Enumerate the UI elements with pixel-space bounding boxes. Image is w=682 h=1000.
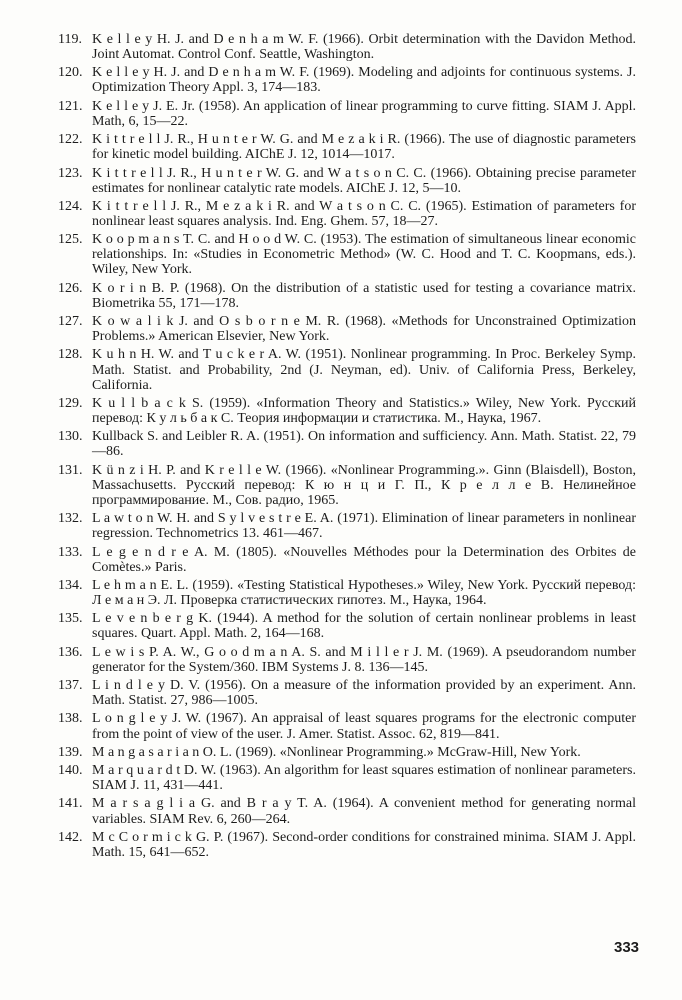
reference-number: 127.: [58, 314, 83, 330]
reference-entry: [58, 429, 636, 459]
reference-number: 129.: [58, 395, 83, 411]
reference-text: K i t t r e l l J. R., M e z a k i R. and W a t s o n C. C. (1965). Estimation of parameters for nonlinear least squares analysis. Ind. Eng. Ghem. 57, 18—27.: [92, 198, 636, 229]
reference-text: L e h m a n E. L. (1959). «Testing Statistical Hypotheses.» Wiley, New York. Русский перевод: Л е м а н Э. Л. Проверка статистических гипотез. М., Наука, 1964.: [92, 577, 636, 608]
reference-entry: [58, 578, 636, 608]
reference-entry: [58, 763, 636, 793]
reference-number: 124.: [58, 198, 83, 214]
reference-entry: [58, 396, 636, 426]
reference-text: Kullback S. and Leibler R. A. (1951). On information and sufficiency. Ann. Math. Statist. 22, 79—86.: [92, 429, 636, 460]
reference-entry: [58, 711, 636, 741]
reference-entry: [58, 281, 636, 311]
reference-number: 122.: [58, 132, 83, 148]
reference-text: L e w i s P. A. W., G o o d m a n A. S. and M i l l e r J. M. (1969). A pseudorandom number generator for the System/360. IBM Systems J. 8. 136—145.: [92, 644, 636, 675]
reference-text: K i t t r e l l J. R., H u n t e r W. G. and W a t s o n C. C. (1966). Obtaining precise parameter estimates for nonlinear catalytic rate models. AIChE J. 12, 5—10.: [92, 165, 636, 196]
reference-entry: [58, 745, 636, 760]
reference-text: K u h n H. W. and T u c k e r A. W. (1951). Nonlinear programming. In Proc. Berkeley Symp. Math. Statist. and Probability, 2nd (J. Neyman, ed). Univ. of California Press, Berkeley, California.: [92, 347, 636, 393]
reference-entry: [58, 314, 636, 344]
reference-entry: [58, 611, 636, 641]
reference-number: 119.: [58, 32, 82, 47]
reference-text: K u l l b a c k S. (1959). «Information Theory and Statistics.» Wiley, New York. Русский перевод: К у л ь б а к С. Теория информации и статистика. М., Наука, 1967.: [92, 395, 636, 427]
reference-text: M a r q u a r d t D. W. (1963). An algorithm for least squares estimation of nonlinear parameters. SIAM J. 11, 431—441.: [92, 763, 636, 794]
reference-text: K ü n z i H. P. and K r e l l e W. (1966). «Nonlinear Programming.». Ginn (Blaisdell), Boston, Massachusetts. Русский перевод: К ю н ц и Г. П., К р е л л е В. Нелинейное программирование. М., Сов. радио, 1965.: [92, 462, 636, 508]
reference-text: K i t t r e l l J. R., H u n t e r W. G. and M e z a k i R. (1966). The use of diagnostic parameters for kinetic model building. AIChE J. 12, 1014—1017.: [92, 132, 636, 163]
reference-text: M a n g a s a r i a n O. L. (1969). «Nonlinear Programming.» McGraw-Hill, New York.: [92, 744, 581, 760]
reference-text: L e v e n b e r g K. (1944). A method for the solution of certain nonlinear problems in least squares. Quart. Appl. Math. 2, 164—168.: [92, 611, 636, 642]
reference-entry: [58, 678, 636, 708]
reference-text: M c C o r m i c k G. P. (1967). Second-order conditions for constrained minima. SIAM J. Appl. Math. 15, 641—652.: [92, 829, 636, 860]
reference-number: 142.: [58, 829, 83, 845]
reference-number: 136.: [58, 644, 83, 660]
reference-number: 130.: [58, 429, 83, 445]
reference-number: 138.: [58, 711, 83, 727]
reference-text: L a w t o n W. H. and S y l v e s t r e E. A. (1971). Elimination of linear parameters in nonlinear regression. Technometrics 13. 461—467.: [92, 511, 636, 542]
reference-entry: [58, 796, 636, 826]
reference-number: 135.: [58, 611, 83, 627]
reference-number: 132.: [58, 511, 83, 527]
reference-entry: [58, 545, 636, 575]
reference-entry: [58, 232, 636, 277]
reference-entry: [58, 645, 636, 675]
reference-entry: [58, 32, 636, 62]
reference-number: 126.: [58, 280, 83, 296]
reference-list: [58, 32, 636, 863]
reference-text: L o n g l e y J. W. (1967). An appraisal of least squares programs for the electronic computer from the point of view of the user. J. Amer. Statist. Assoc. 62, 819—841.: [92, 711, 636, 742]
reference-entry: [58, 830, 636, 860]
reference-text: K e l l e y J. E. Jr. (1958). An application of linear programming to curve fitting. SIAM J. Appl. Math, 6, 15—22.: [92, 98, 636, 129]
reference-number: 133.: [58, 544, 83, 560]
reference-entry: [58, 166, 636, 196]
reference-entry: [58, 463, 636, 508]
reference-entry: [58, 199, 636, 229]
reference-number: 123.: [58, 165, 83, 181]
page-number: 333: [614, 939, 640, 956]
reference-text: K e l l e y H. J. and D e n h a m W. F. (1969). Modeling and adjoints for continuous systems. J. Optimization Theory Appl. 3, 174—183.: [92, 65, 636, 96]
reference-text: K o w a l i k J. and O s b o r n e M. R. (1968). «Methods for Unconstrained Optimization Problems.» American Elsevier, New York.: [92, 314, 636, 345]
reference-text: K o o p m a n s T. C. and H o o d W. C. (1953). The estimation of simultaneous linear economic relationships. In: «Studies in Econometric Method» (W. C. Hood and T. C. Koopmans, eds.). Wiley, New York.: [92, 232, 636, 278]
reference-number: 134.: [58, 577, 83, 593]
reference-entry: [58, 65, 636, 95]
reference-number: 141.: [58, 796, 83, 812]
reference-entry: [58, 99, 636, 129]
reference-number: 131.: [58, 462, 83, 478]
reference-number: 120.: [58, 65, 83, 81]
reference-number: 137.: [58, 678, 83, 694]
reference-number: 140.: [58, 763, 83, 779]
reference-text: L e g e n d r e A. M. (1805). «Nouvelles Méthodes pour la Determination des Orbites de Comètes.» Paris.: [92, 544, 636, 575]
reference-number: 139.: [58, 744, 83, 760]
reference-entry: [58, 132, 636, 162]
reference-text: L i n d l e y D. V. (1956). On a measure of the information provided by an experiment. Ann. Math. Statist. 27, 986—1005.: [92, 678, 636, 709]
reference-number: 121.: [58, 98, 83, 114]
reference-number: 125.: [58, 232, 83, 248]
reference-text: K o r i n B. P. (1968). On the distribution of a statistic used for testing a covariance matrix. Biometrika 55, 171—178.: [92, 280, 636, 311]
reference-number: 128.: [58, 347, 83, 363]
reference-text: K e l l e y H. J. and D e n h a m W. F. (1966). Orbit determination with the Davidon Method. Joint Automat. Control Conf. Seattle, Washington.: [92, 32, 636, 63]
reference-text: M a r s a g l i a G. and B r a y T. A. (1964). A convenient method for generating normal variables. SIAM Rev. 6, 260—264.: [92, 796, 636, 827]
reference-entry: [58, 347, 636, 392]
reference-entry: [58, 511, 636, 541]
